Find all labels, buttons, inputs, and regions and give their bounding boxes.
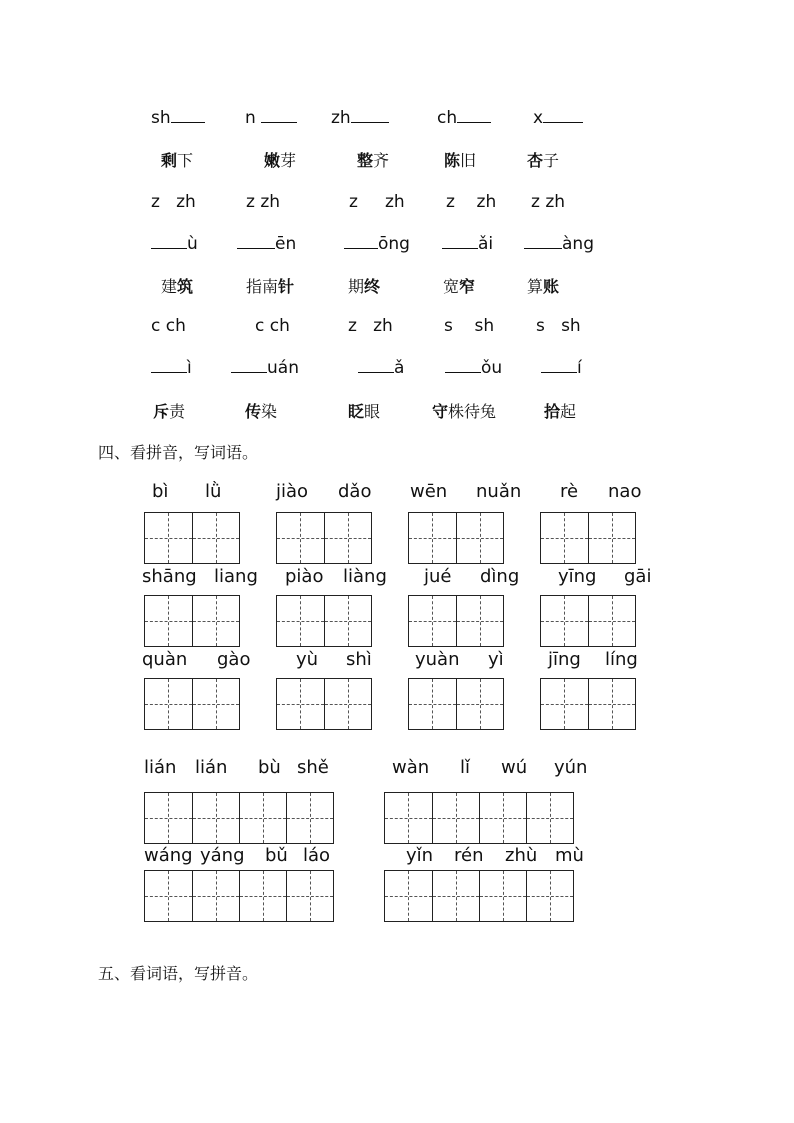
writing-grid[interactable] — [144, 678, 240, 730]
writing-grid[interactable] — [144, 595, 240, 647]
r3-w3-syl1: yuàn — [415, 649, 460, 670]
g1-initial-0: sh — [151, 108, 205, 128]
g2-option-0: z zh — [151, 192, 196, 212]
g1-word-2: 整齐 — [357, 151, 390, 170]
r2-w2-syl2: liàng — [343, 566, 387, 587]
g2-word-3: 宽窄 — [443, 277, 476, 296]
writing-grid[interactable] — [144, 512, 240, 564]
i2-w2-syl4: mù — [555, 845, 584, 866]
g2-final-4: àng — [524, 234, 594, 254]
r1-w2-syl2: dǎo — [338, 481, 372, 502]
r1-w4-syl1: rè — [560, 481, 579, 502]
writing-grid[interactable] — [540, 678, 636, 730]
writing-grid[interactable] — [144, 870, 334, 922]
r2-w2-syl1: piào — [285, 566, 324, 587]
g2-final-3: ǎi — [442, 234, 493, 254]
r1-w3-syl1: wēn — [410, 481, 448, 502]
r3-w4-syl1: jīng — [548, 649, 581, 670]
g3-word-4: 拾起 — [544, 402, 577, 421]
g1-word-4: 杏子 — [527, 151, 560, 170]
g3-option-0: c ch — [151, 316, 186, 336]
g2-word-1: 指南针 — [246, 277, 295, 296]
r2-w3-syl1: jué — [424, 566, 452, 587]
i2-w1-syl4: láo — [303, 845, 331, 866]
g3-option-4: s sh — [536, 316, 581, 336]
i1-w1-syl1: lián — [144, 757, 177, 778]
r2-w3-syl2: dìng — [480, 566, 520, 587]
g1-initial-3: ch — [437, 108, 491, 128]
g3-final-4: í — [541, 358, 582, 378]
g3-word-3: 守株待兔 — [432, 402, 497, 421]
g1-word-3: 陈旧 — [444, 151, 477, 170]
r2-w4-syl2: gāi — [624, 566, 652, 587]
section4-heading: 四、看拼音，写词语。 — [98, 443, 259, 462]
i1-w2-syl4: yún — [554, 757, 588, 778]
r3-w2-syl2: shì — [346, 649, 372, 670]
i2-w2-syl2: rén — [454, 845, 484, 866]
writing-grid[interactable] — [276, 512, 372, 564]
writing-grid[interactable] — [408, 512, 504, 564]
g1-word-1: 嫩芽 — [264, 151, 297, 170]
i2-w2-syl1: yǐn — [406, 845, 434, 866]
r2-w1-syl2: liang — [214, 566, 258, 587]
g2-final-2: ōng — [344, 234, 410, 254]
g2-option-2: z zh — [349, 192, 405, 212]
r1-w3-syl2: nuǎn — [476, 481, 522, 502]
r1-w1-syl1: bì — [152, 481, 169, 502]
g1-initial-4: x — [533, 108, 583, 128]
writing-grid[interactable] — [144, 792, 334, 844]
g2-word-0: 建筑 — [161, 277, 194, 296]
writing-grid[interactable] — [540, 595, 636, 647]
g1-initial-1: n — [245, 108, 297, 128]
i1-w1-syl3: bù — [258, 757, 281, 778]
g1-word-0: 剩下 — [161, 151, 194, 170]
r2-w1-syl1: shāng — [142, 566, 197, 587]
g3-word-0: 斥责 — [153, 402, 186, 421]
writing-grid[interactable] — [384, 870, 574, 922]
g3-option-1: c ch — [255, 316, 290, 336]
g3-word-1: 传染 — [245, 402, 278, 421]
g2-word-2: 期终 — [348, 277, 381, 296]
i2-w2-syl3: zhù — [505, 845, 538, 866]
r1-w1-syl2: lǜ — [205, 481, 222, 502]
g2-final-0: ù — [151, 234, 198, 254]
i1-w2-syl2: lǐ — [460, 757, 471, 778]
r3-w1-syl2: gào — [217, 649, 251, 670]
g2-final-1: ēn — [237, 234, 296, 254]
g3-final-0: ì — [151, 358, 192, 378]
i2-w1-syl3: bǔ — [265, 845, 288, 866]
g3-option-2: z zh — [348, 316, 393, 336]
i1-w2-syl3: wú — [501, 757, 528, 778]
r3-w1-syl1: quàn — [142, 649, 188, 670]
writing-grid[interactable] — [540, 512, 636, 564]
r3-w2-syl1: yù — [296, 649, 319, 670]
i1-w1-syl2: lián — [195, 757, 228, 778]
writing-grid[interactable] — [276, 595, 372, 647]
g2-option-3: z zh — [446, 192, 497, 212]
section5-heading: 五、看词语，写拼音。 — [98, 964, 259, 983]
g2-option-4: z zh — [531, 192, 566, 212]
i2-w1-syl1: wáng — [144, 845, 193, 866]
r3-w3-syl2: yì — [488, 649, 504, 670]
g3-final-3: ǒu — [445, 358, 502, 378]
g3-final-1: uán — [231, 358, 299, 378]
r3-w4-syl2: líng — [605, 649, 638, 670]
writing-grid[interactable] — [408, 595, 504, 647]
i1-w1-syl4: shě — [297, 757, 329, 778]
i1-w2-syl1: wàn — [392, 757, 430, 778]
g1-initial-2: zh — [331, 108, 389, 128]
r1-w4-syl2: nao — [608, 481, 642, 502]
g3-option-3: s sh — [444, 316, 495, 336]
g3-word-2: 眨眼 — [348, 402, 381, 421]
g2-word-4: 算账 — [527, 277, 560, 296]
g3-final-2: ǎ — [358, 358, 404, 378]
writing-grid[interactable] — [408, 678, 504, 730]
r2-w4-syl1: yīng — [558, 566, 597, 587]
r1-w2-syl1: jiào — [276, 481, 309, 502]
writing-grid[interactable] — [384, 792, 574, 844]
i2-w1-syl2: yáng — [200, 845, 245, 866]
g2-option-1: z zh — [246, 192, 281, 212]
writing-grid[interactable] — [276, 678, 372, 730]
